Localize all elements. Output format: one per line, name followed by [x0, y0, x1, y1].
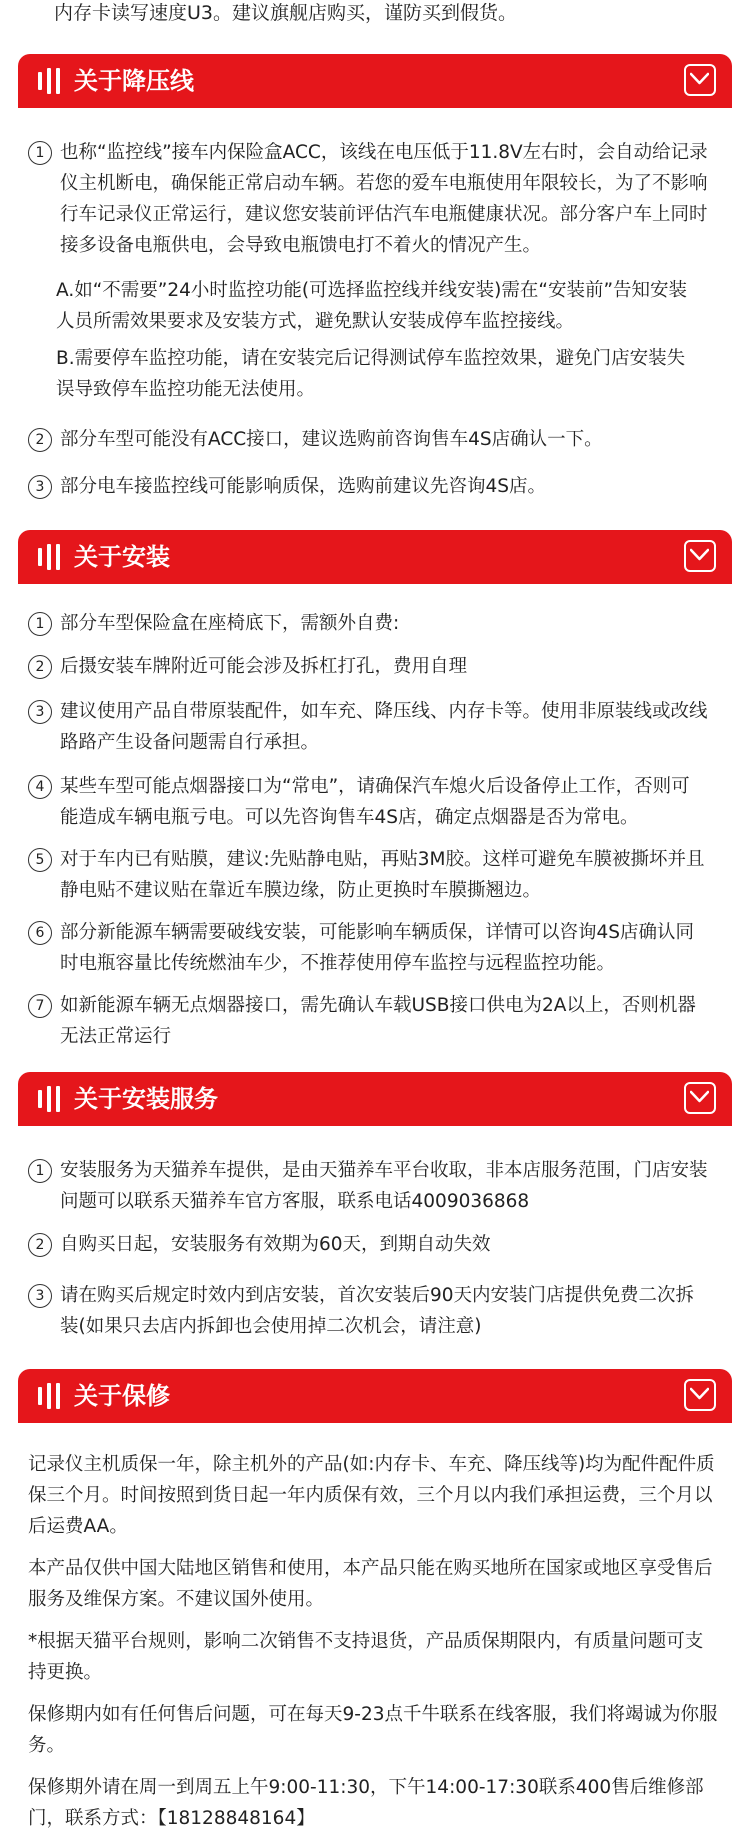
item-text: 某些车型可能点烟器接口为“常电”，请确保汽车熄火后设备停止工作，否则可能造成车辆电瓶亏电。可以先咨询售车4S店，确定点烟器是否为常电。	[60, 776, 690, 828]
collapse-chevron-icon[interactable]	[684, 540, 716, 572]
list-item	[28, 1229, 708, 1260]
collapse-chevron-icon[interactable]	[684, 64, 716, 96]
section-title: 关于降压线	[74, 67, 194, 95]
list-item	[28, 917, 708, 979]
item-number: 3	[28, 475, 52, 499]
item-number: 1	[28, 141, 52, 165]
list-item	[28, 696, 708, 758]
section-header-warranty	[18, 1369, 732, 1423]
section-title: 关于保修	[74, 1382, 170, 1410]
item-number: 5	[28, 848, 52, 872]
item-text: 部分车型可能没有ACC接口，建议选购前咨询售车4S店确认一下。	[60, 429, 603, 450]
bars-icon	[36, 544, 62, 570]
list-item	[28, 424, 708, 455]
list-item	[28, 771, 708, 833]
bars-icon	[36, 1383, 62, 1409]
sub-note: B.需要停车监控功能，请在安装完后记得测试停车监控效果，避免门店安装失误导致停车监控功能无法使用。	[56, 348, 686, 400]
section-header-installation	[18, 530, 732, 584]
item-text: 部分新能源车辆需要破线安装，可能影响车辆质保，详情可以咨询4S店确认同时电瓶容量比传统燃油车少，不推荐使用停车监控与远程监控功能。	[60, 922, 695, 974]
list-item	[28, 137, 708, 261]
section-title: 关于安装	[74, 543, 170, 571]
item-text: 安装服务为天猫养车提供，是由天猫养车平台收取，非本店服务范围，门店安装问题可以联系天猫养车官方客服，联系电话4009036868	[60, 1160, 708, 1212]
collapse-chevron-icon[interactable]	[684, 1379, 716, 1411]
item-number: 4	[28, 775, 52, 799]
warranty-paragraph: 本产品仅供中国大陆地区销售和使用，本产品只能在购买地所在国家或地区享受售后服务及维保方案。不建议国外使用。	[28, 1558, 713, 1610]
item-text: 部分车型保险盒在座椅底下，需额外自费:	[60, 613, 400, 634]
list-item	[28, 1280, 708, 1342]
item-text: 请在购买后规定时效内到店安装，首次安装后90天内安装门店提供免费二次拆装(如果只去店内拆卸也会使用掉二次机会，请注意)	[60, 1285, 695, 1337]
item-number: 2	[28, 655, 52, 679]
section-title: 关于安装服务	[74, 1085, 218, 1113]
item-number: 6	[28, 921, 52, 945]
section-header-installation-service	[18, 1072, 732, 1126]
list-item	[28, 651, 708, 682]
item-text: 自购买日起，安装服务有效期为60天，到期自动失效	[60, 1234, 491, 1255]
item-number: 3	[28, 700, 52, 724]
item-text: 如新能源车辆无点烟器接口，需先确认车载USB接口供电为2A以上，否则机器无法正常运行	[60, 995, 696, 1047]
list-item	[28, 990, 708, 1052]
item-number: 7	[28, 994, 52, 1018]
section-header-step-down-cable	[18, 54, 732, 108]
item-text: 对于车内已有贴膜，建议:先贴静电贴，再贴3M胶。这样可避免车膜被撕坏并且静电贴不建议贴在靠近车膜边缘，防止更换时车膜撕翘边。	[60, 849, 705, 901]
bars-icon	[36, 1086, 62, 1112]
warranty-paragraph: *根据天猫平台规则，影响二次销售不支持退货，产品质保期限内，有质量问题可支持更换。	[28, 1631, 704, 1683]
list-item	[28, 844, 708, 906]
item-number: 1	[28, 612, 52, 636]
item-text: 建议使用产品自带原装配件，如车充、降压线、内存卡等。使用非原装线或改线路路产生设备问题需自行承担。	[60, 701, 708, 753]
intro-text: 内存卡读写速度U3。建议旗舰店购买，谨防买到假货。	[54, 2, 517, 24]
bars-icon	[36, 68, 62, 94]
item-text: 也称“监控线”接车内保险盒ACC，该线在电压低于11.8V左右时，会自动给记录仪主机断电，确保能正常启动车辆。若您的爱车电瓶使用年限较长，为了不影响行车记录仪正常运行，建议您安装前评估汽车电瓶健康状况。部分客户车上同时接多设备电瓶供电，会导致电瓶馈电打不着火的情况产生。	[60, 142, 708, 256]
list-item	[28, 471, 708, 502]
list-item	[28, 1155, 708, 1217]
item-text: 后摄安装车牌附近可能会涉及拆杠打孔，费用自理	[60, 656, 468, 677]
warranty-paragraph: 保修期内如有任何售后问题，可在每天9-23点千牛联系在线客服，我们将竭诚为你服务。	[28, 1704, 718, 1756]
item-number: 3	[28, 1284, 52, 1308]
item-number: 2	[28, 428, 52, 452]
item-number: 2	[28, 1233, 52, 1257]
warranty-paragraph: 记录仪主机质保一年，除主机外的产品(如:内存卡、车充、降压线等)均为配件配件质保三个月。时间按照到货日起一年内质保有效，三个月以内我们承担运费，三个月以后运费AA。	[28, 1454, 715, 1537]
warranty-paragraph: 保修期外请在周一到周五上午9:00-11:30，下午14:00-17:30联系400售后维修部门，联系方式：【18128848164】	[28, 1777, 704, 1829]
sub-note: A.如“不需要”24小时监控功能(可选择监控线并线安装)需在“安装前”告知安装人员所需效果要求及安装方式，避免默认安装成停车监控接线。	[56, 280, 688, 332]
list-item	[28, 608, 708, 639]
item-text: 部分电车接监控线可能影响质保，选购前建议先咨询4S店。	[60, 476, 547, 497]
collapse-chevron-icon[interactable]	[684, 1082, 716, 1114]
item-number: 1	[28, 1159, 52, 1183]
